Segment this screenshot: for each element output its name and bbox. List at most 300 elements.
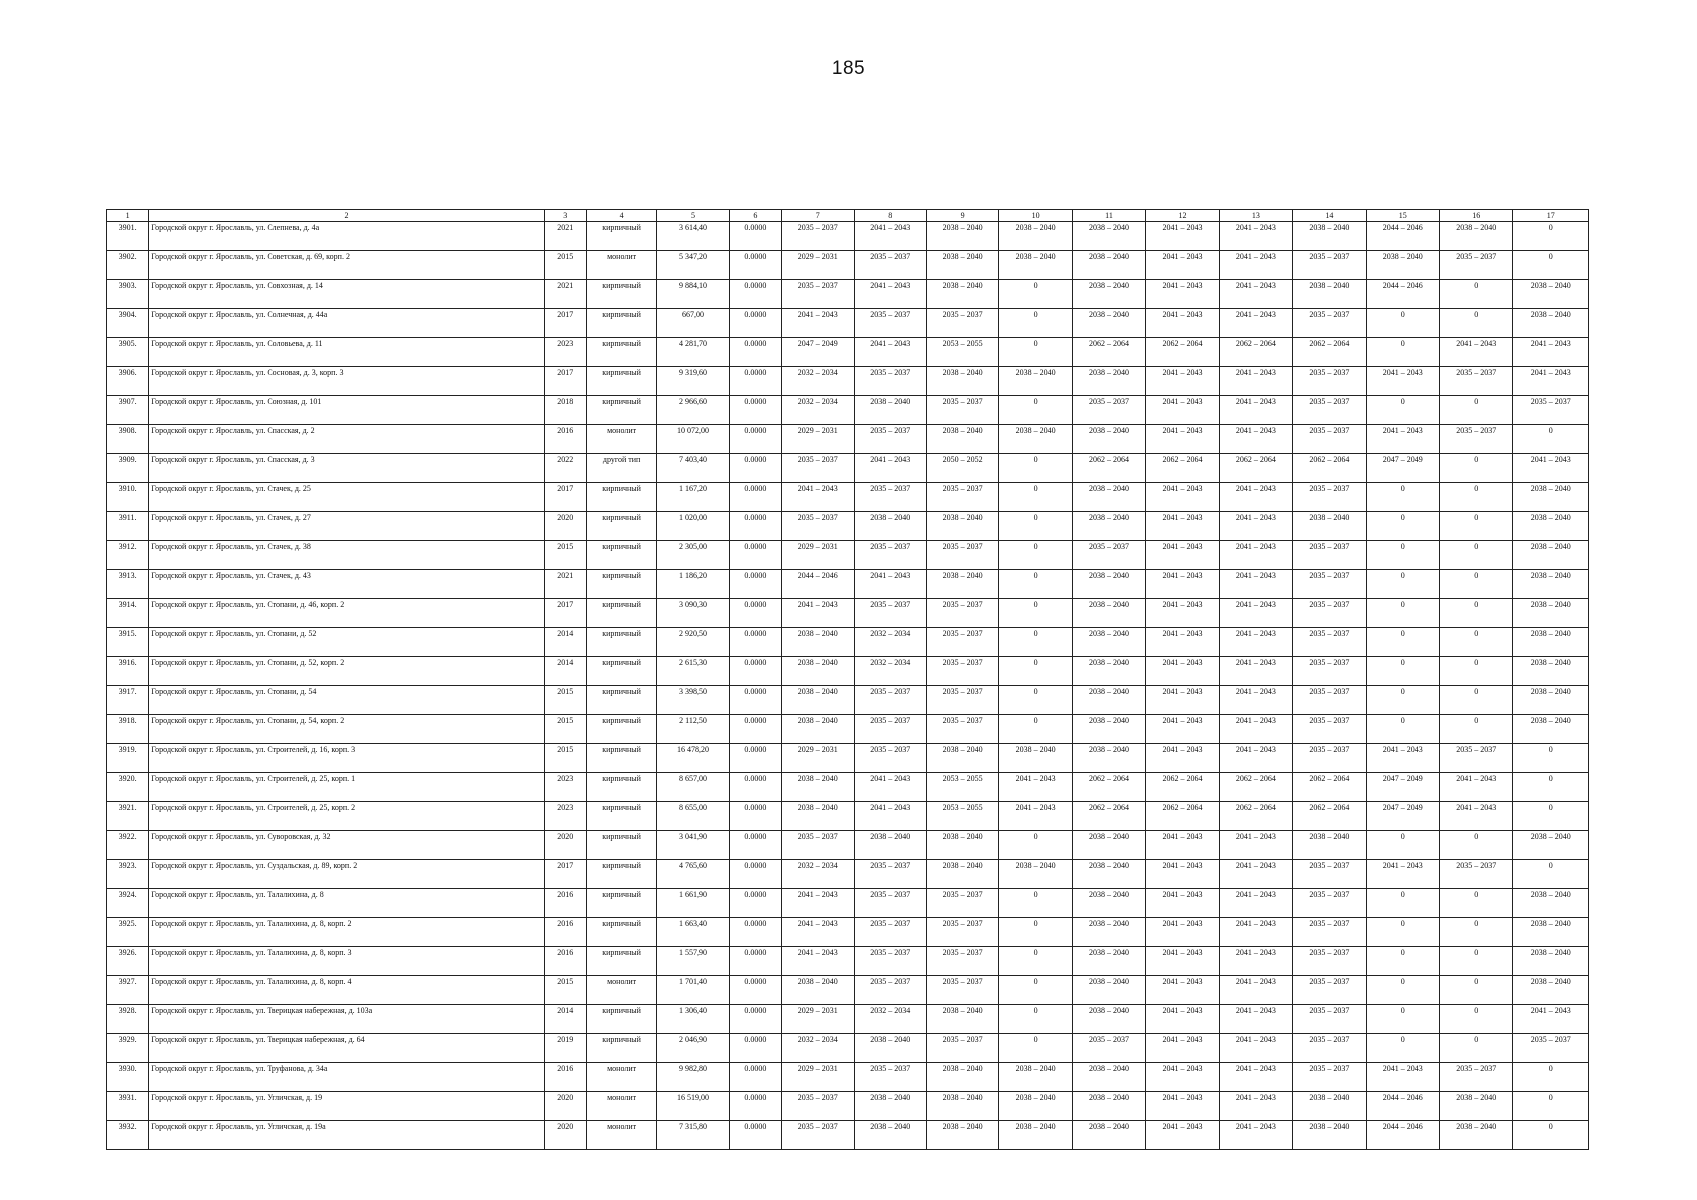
cell-address: Городской округ г. Ярославль, ул. Стопани, д. 54 <box>149 686 544 715</box>
cell-period-col-8: 2035 – 2037 <box>854 976 926 1005</box>
cell-period-col-11: 2038 – 2040 <box>1072 744 1145 773</box>
cell-period-col-13: 2062 – 2064 <box>1219 773 1292 802</box>
cell-period-col-14: 2062 – 2064 <box>1293 802 1366 831</box>
cell-row-number: 3908. <box>107 425 149 454</box>
cell-period-col-7: 2029 – 2031 <box>782 251 854 280</box>
cell-period-col-14: 2035 – 2037 <box>1293 309 1366 338</box>
cell-area: 3 614,40 <box>657 222 729 251</box>
cell-period-col-15: 0 <box>1366 686 1439 715</box>
cell-period-col-11: 2062 – 2064 <box>1072 454 1145 483</box>
table-row <box>107 628 1589 657</box>
cell-period-col-11: 2038 – 2040 <box>1072 1121 1145 1150</box>
cell-period-col-17: 2038 – 2040 <box>1513 628 1589 657</box>
cell-wall-material: кирпичный <box>586 628 656 657</box>
cell-period-col-16: 0 <box>1440 657 1513 686</box>
cell-period-col-13: 2041 – 2043 <box>1219 280 1292 309</box>
cell-period-col-15: 2044 – 2046 <box>1366 280 1439 309</box>
cell-period-col-9: 2050 – 2052 <box>926 454 998 483</box>
cell-period-col-17: 2038 – 2040 <box>1513 570 1589 599</box>
cell-row-number: 3916. <box>107 657 149 686</box>
cell-period-col-15: 0 <box>1366 976 1439 1005</box>
cell-period-col-7: 2029 – 2031 <box>782 1063 854 1092</box>
cell-year: 2020 <box>544 831 586 860</box>
cell-period-col-10: 2038 – 2040 <box>999 744 1072 773</box>
cell-period-col-7: 2035 – 2037 <box>782 454 854 483</box>
cell-period-col-7: 2038 – 2040 <box>782 976 854 1005</box>
table-header <box>107 210 1589 222</box>
cell-year: 2014 <box>544 657 586 686</box>
cell-period-col-11: 2062 – 2064 <box>1072 802 1145 831</box>
cell-period-col-10: 2038 – 2040 <box>999 1092 1072 1121</box>
cell-address: Городской округ г. Ярославль, ул. Талалихина, д. 8, корп. 4 <box>149 976 544 1005</box>
cell-period-col-7: 2032 – 2034 <box>782 367 854 396</box>
cell-period-col-9: 2038 – 2040 <box>926 251 998 280</box>
cell-period-col-16: 2035 – 2037 <box>1440 744 1513 773</box>
cell-row-number: 3931. <box>107 1092 149 1121</box>
column-header-7: 7 <box>782 210 854 222</box>
cell-year: 2021 <box>544 280 586 309</box>
table-row <box>107 773 1589 802</box>
cell-period-col-13: 2041 – 2043 <box>1219 396 1292 425</box>
cell-period-col-17: 2038 – 2040 <box>1513 918 1589 947</box>
cell-period-col-11: 2038 – 2040 <box>1072 309 1145 338</box>
cell-period-col-12: 2041 – 2043 <box>1146 976 1219 1005</box>
cell-period-col-11: 2035 – 2037 <box>1072 1034 1145 1063</box>
cell-period-col-14: 2035 – 2037 <box>1293 628 1366 657</box>
cell-row-number: 3930. <box>107 1063 149 1092</box>
cell-period-col-11: 2038 – 2040 <box>1072 889 1145 918</box>
cell-area: 1 557,90 <box>657 947 729 976</box>
table-row <box>107 483 1589 512</box>
cell-period-col-15: 2041 – 2043 <box>1366 860 1439 889</box>
table-row <box>107 251 1589 280</box>
cell-period-col-13: 2041 – 2043 <box>1219 947 1292 976</box>
cell-wall-material: монолит <box>586 1121 656 1150</box>
cell-period-col-7: 2038 – 2040 <box>782 657 854 686</box>
cell-period-col-11: 2038 – 2040 <box>1072 918 1145 947</box>
housing-registry-table <box>106 209 1589 1150</box>
cell-wall-material: кирпичный <box>586 947 656 976</box>
cell-address: Городской округ г. Ярославль, ул. Угличская, д. 19 <box>149 1092 544 1121</box>
cell-period-col-9: 2038 – 2040 <box>926 1005 998 1034</box>
cell-period-col-8: 2032 – 2034 <box>854 628 926 657</box>
table-row <box>107 947 1589 976</box>
cell-period-col-16: 0 <box>1440 483 1513 512</box>
cell-period-col-9: 2038 – 2040 <box>926 744 998 773</box>
cell-period-col-14: 2035 – 2037 <box>1293 396 1366 425</box>
cell-period-col-9: 2038 – 2040 <box>926 1092 998 1121</box>
cell-wall-material: кирпичный <box>586 309 656 338</box>
cell-period-col-10: 0 <box>999 686 1072 715</box>
cell-period-col-8: 2038 – 2040 <box>854 1121 926 1150</box>
cell-ratio: 0.0000 <box>729 570 781 599</box>
cell-period-col-13: 2041 – 2043 <box>1219 1034 1292 1063</box>
cell-period-col-16: 0 <box>1440 512 1513 541</box>
cell-period-col-13: 2041 – 2043 <box>1219 686 1292 715</box>
cell-area: 16 478,20 <box>657 744 729 773</box>
cell-year: 2023 <box>544 773 586 802</box>
cell-period-col-13: 2041 – 2043 <box>1219 541 1292 570</box>
cell-period-col-9: 2038 – 2040 <box>926 367 998 396</box>
cell-address: Городской округ г. Ярославль, ул. Талалихина, д. 8, корп. 3 <box>149 947 544 976</box>
cell-ratio: 0.0000 <box>729 831 781 860</box>
cell-period-col-11: 2035 – 2037 <box>1072 396 1145 425</box>
cell-period-col-8: 2041 – 2043 <box>854 570 926 599</box>
cell-ratio: 0.0000 <box>729 541 781 570</box>
cell-ratio: 0.0000 <box>729 251 781 280</box>
cell-wall-material: кирпичный <box>586 657 656 686</box>
cell-period-col-12: 2062 – 2064 <box>1146 338 1219 367</box>
cell-period-col-11: 2038 – 2040 <box>1072 280 1145 309</box>
cell-period-col-15: 0 <box>1366 1005 1439 1034</box>
cell-row-number: 3928. <box>107 1005 149 1034</box>
cell-area: 7 315,80 <box>657 1121 729 1150</box>
table-row <box>107 280 1589 309</box>
cell-period-col-16: 0 <box>1440 1005 1513 1034</box>
cell-period-col-14: 2038 – 2040 <box>1293 222 1366 251</box>
cell-period-col-17: 2038 – 2040 <box>1513 657 1589 686</box>
cell-period-col-17: 2038 – 2040 <box>1513 541 1589 570</box>
cell-area: 2 046,90 <box>657 1034 729 1063</box>
cell-period-col-7: 2032 – 2034 <box>782 1034 854 1063</box>
cell-period-col-16: 0 <box>1440 918 1513 947</box>
cell-period-col-14: 2038 – 2040 <box>1293 1121 1366 1150</box>
cell-row-number: 3914. <box>107 599 149 628</box>
cell-period-col-8: 2041 – 2043 <box>854 280 926 309</box>
cell-period-col-9: 2035 – 2037 <box>926 657 998 686</box>
cell-period-col-11: 2038 – 2040 <box>1072 367 1145 396</box>
cell-ratio: 0.0000 <box>729 367 781 396</box>
cell-area: 8 657,00 <box>657 773 729 802</box>
column-header-6: 6 <box>729 210 781 222</box>
table-row <box>107 686 1589 715</box>
cell-period-col-9: 2035 – 2037 <box>926 976 998 1005</box>
cell-period-col-7: 2041 – 2043 <box>782 483 854 512</box>
table-row <box>107 222 1589 251</box>
cell-period-col-13: 2041 – 2043 <box>1219 918 1292 947</box>
cell-period-col-9: 2038 – 2040 <box>926 1063 998 1092</box>
cell-row-number: 3919. <box>107 744 149 773</box>
cell-period-col-17: 2041 – 2043 <box>1513 367 1589 396</box>
cell-row-number: 3911. <box>107 512 149 541</box>
cell-period-col-15: 2044 – 2046 <box>1366 1121 1439 1150</box>
cell-period-col-9: 2038 – 2040 <box>926 831 998 860</box>
cell-period-col-11: 2038 – 2040 <box>1072 425 1145 454</box>
cell-period-col-16: 0 <box>1440 454 1513 483</box>
cell-period-col-16: 2041 – 2043 <box>1440 773 1513 802</box>
cell-period-col-7: 2041 – 2043 <box>782 918 854 947</box>
cell-address: Городской округ г. Ярославль, ул. Совхозная, д. 14 <box>149 280 544 309</box>
cell-address: Городской округ г. Ярославль, ул. Суворовская, д. 32 <box>149 831 544 860</box>
cell-period-col-15: 0 <box>1366 657 1439 686</box>
table-row <box>107 889 1589 918</box>
cell-row-number: 3929. <box>107 1034 149 1063</box>
cell-period-col-15: 0 <box>1366 396 1439 425</box>
cell-area: 2 112,50 <box>657 715 729 744</box>
cell-ratio: 0.0000 <box>729 454 781 483</box>
cell-ratio: 0.0000 <box>729 483 781 512</box>
cell-period-col-16: 0 <box>1440 599 1513 628</box>
cell-period-col-14: 2035 – 2037 <box>1293 715 1366 744</box>
cell-wall-material: кирпичный <box>586 715 656 744</box>
cell-period-col-13: 2062 – 2064 <box>1219 454 1292 483</box>
cell-area: 667,00 <box>657 309 729 338</box>
cell-period-col-15: 0 <box>1366 1034 1439 1063</box>
table-row <box>107 1005 1589 1034</box>
cell-period-col-12: 2041 – 2043 <box>1146 657 1219 686</box>
cell-period-col-13: 2041 – 2043 <box>1219 628 1292 657</box>
cell-row-number: 3907. <box>107 396 149 425</box>
table-row <box>107 802 1589 831</box>
cell-period-col-10: 0 <box>999 976 1072 1005</box>
cell-period-col-7: 2038 – 2040 <box>782 686 854 715</box>
cell-address: Городской округ г. Ярославль, ул. Стопани, д. 54, корп. 2 <box>149 715 544 744</box>
cell-period-col-15: 2044 – 2046 <box>1366 222 1439 251</box>
cell-row-number: 3913. <box>107 570 149 599</box>
cell-period-col-12: 2041 – 2043 <box>1146 628 1219 657</box>
cell-period-col-17: 2038 – 2040 <box>1513 947 1589 976</box>
table-row <box>107 425 1589 454</box>
cell-period-col-8: 2041 – 2043 <box>854 802 926 831</box>
cell-period-col-14: 2035 – 2037 <box>1293 570 1366 599</box>
cell-year: 2015 <box>544 686 586 715</box>
cell-ratio: 0.0000 <box>729 1121 781 1150</box>
cell-ratio: 0.0000 <box>729 396 781 425</box>
cell-period-col-16: 0 <box>1440 831 1513 860</box>
cell-period-col-9: 2053 – 2055 <box>926 802 998 831</box>
cell-period-col-8: 2032 – 2034 <box>854 1005 926 1034</box>
cell-period-col-9: 2038 – 2040 <box>926 280 998 309</box>
cell-address: Городской округ г. Ярославль, ул. Стопани, д. 52, корп. 2 <box>149 657 544 686</box>
cell-ratio: 0.0000 <box>729 918 781 947</box>
column-header-2: 2 <box>149 210 544 222</box>
cell-period-col-17: 2038 – 2040 <box>1513 889 1589 918</box>
cell-year: 2016 <box>544 918 586 947</box>
cell-period-col-17: 0 <box>1513 744 1589 773</box>
table-row <box>107 1063 1589 1092</box>
page-number: 185 <box>831 58 866 79</box>
cell-period-col-10: 0 <box>999 512 1072 541</box>
cell-period-col-13: 2041 – 2043 <box>1219 309 1292 338</box>
cell-period-col-17: 0 <box>1513 1121 1589 1150</box>
cell-row-number: 3922. <box>107 831 149 860</box>
cell-row-number: 3910. <box>107 483 149 512</box>
cell-period-col-7: 2029 – 2031 <box>782 425 854 454</box>
cell-period-col-12: 2062 – 2064 <box>1146 454 1219 483</box>
cell-address: Городской округ г. Ярославль, ул. Талалихина, д. 8, корп. 2 <box>149 918 544 947</box>
cell-period-col-7: 2035 – 2037 <box>782 280 854 309</box>
cell-address: Городской округ г. Ярославль, ул. Советская, д. 69, корп. 2 <box>149 251 544 280</box>
cell-period-col-11: 2038 – 2040 <box>1072 512 1145 541</box>
cell-period-col-13: 2041 – 2043 <box>1219 657 1292 686</box>
cell-ratio: 0.0000 <box>729 599 781 628</box>
cell-wall-material: кирпичный <box>586 512 656 541</box>
cell-year: 2016 <box>544 425 586 454</box>
column-header-17: 17 <box>1513 210 1589 222</box>
cell-period-col-12: 2041 – 2043 <box>1146 541 1219 570</box>
cell-period-col-14: 2038 – 2040 <box>1293 1092 1366 1121</box>
table-row <box>107 338 1589 367</box>
cell-period-col-11: 2035 – 2037 <box>1072 541 1145 570</box>
cell-period-col-14: 2035 – 2037 <box>1293 860 1366 889</box>
cell-period-col-14: 2035 – 2037 <box>1293 976 1366 1005</box>
cell-year: 2022 <box>544 454 586 483</box>
cell-period-col-16: 2035 – 2037 <box>1440 251 1513 280</box>
cell-period-col-9: 2035 – 2037 <box>926 309 998 338</box>
cell-period-col-10: 2038 – 2040 <box>999 860 1072 889</box>
cell-period-col-16: 0 <box>1440 686 1513 715</box>
cell-ratio: 0.0000 <box>729 425 781 454</box>
cell-area: 2 920,50 <box>657 628 729 657</box>
cell-period-col-16: 0 <box>1440 715 1513 744</box>
cell-period-col-12: 2041 – 2043 <box>1146 483 1219 512</box>
cell-period-col-10: 0 <box>999 541 1072 570</box>
cell-period-col-16: 0 <box>1440 947 1513 976</box>
cell-wall-material: монолит <box>586 251 656 280</box>
cell-period-col-9: 2053 – 2055 <box>926 338 998 367</box>
cell-year: 2015 <box>544 744 586 773</box>
cell-ratio: 0.0000 <box>729 947 781 976</box>
cell-area: 9 982,80 <box>657 1063 729 1092</box>
cell-period-col-9: 2038 – 2040 <box>926 222 998 251</box>
cell-period-col-8: 2035 – 2037 <box>854 744 926 773</box>
cell-address: Городской округ г. Ярославль, ул. Тверицкая набережная, д. 64 <box>149 1034 544 1063</box>
cell-address: Городской округ г. Ярославль, ул. Тверицкая набережная, д. 103а <box>149 1005 544 1034</box>
cell-period-col-17: 0 <box>1513 251 1589 280</box>
cell-address: Городской округ г. Ярославль, ул. Спасская, д. 3 <box>149 454 544 483</box>
cell-period-col-10: 2038 – 2040 <box>999 222 1072 251</box>
cell-period-col-14: 2035 – 2037 <box>1293 918 1366 947</box>
cell-period-col-13: 2041 – 2043 <box>1219 889 1292 918</box>
cell-year: 2016 <box>544 889 586 918</box>
cell-year: 2023 <box>544 338 586 367</box>
cell-period-col-15: 0 <box>1366 541 1439 570</box>
cell-period-col-12: 2041 – 2043 <box>1146 280 1219 309</box>
table-row <box>107 715 1589 744</box>
cell-period-col-7: 2035 – 2037 <box>782 1092 854 1121</box>
cell-period-col-17: 0 <box>1513 860 1589 889</box>
cell-wall-material: кирпичный <box>586 222 656 251</box>
cell-area: 7 403,40 <box>657 454 729 483</box>
cell-period-col-15: 2041 – 2043 <box>1366 744 1439 773</box>
column-header-1: 1 <box>107 210 149 222</box>
column-header-8: 8 <box>854 210 926 222</box>
cell-period-col-17: 2038 – 2040 <box>1513 976 1589 1005</box>
cell-period-col-17: 2041 – 2043 <box>1513 454 1589 483</box>
cell-period-col-16: 2035 – 2037 <box>1440 860 1513 889</box>
column-header-13: 13 <box>1219 210 1292 222</box>
cell-period-col-10: 0 <box>999 309 1072 338</box>
cell-area: 1 663,40 <box>657 918 729 947</box>
cell-period-col-11: 2038 – 2040 <box>1072 686 1145 715</box>
cell-period-col-15: 0 <box>1366 599 1439 628</box>
cell-period-col-15: 0 <box>1366 570 1439 599</box>
cell-period-col-14: 2035 – 2037 <box>1293 599 1366 628</box>
cell-period-col-17: 0 <box>1513 425 1589 454</box>
cell-area: 1 186,20 <box>657 570 729 599</box>
cell-period-col-7: 2044 – 2046 <box>782 570 854 599</box>
cell-period-col-14: 2035 – 2037 <box>1293 1063 1366 1092</box>
cell-area: 9 319,60 <box>657 367 729 396</box>
table-row <box>107 860 1589 889</box>
cell-period-col-16: 0 <box>1440 570 1513 599</box>
cell-area: 8 655,00 <box>657 802 729 831</box>
cell-period-col-9: 2035 – 2037 <box>926 628 998 657</box>
cell-row-number: 3932. <box>107 1121 149 1150</box>
cell-address: Городской округ г. Ярославль, ул. Стачек, д. 38 <box>149 541 544 570</box>
cell-period-col-7: 2029 – 2031 <box>782 1005 854 1034</box>
cell-period-col-17: 2035 – 2037 <box>1513 396 1589 425</box>
cell-period-col-10: 0 <box>999 918 1072 947</box>
cell-ratio: 0.0000 <box>729 744 781 773</box>
cell-period-col-7: 2047 – 2049 <box>782 338 854 367</box>
cell-period-col-15: 2041 – 2043 <box>1366 425 1439 454</box>
cell-wall-material: кирпичный <box>586 889 656 918</box>
cell-year: 2014 <box>544 1005 586 1034</box>
cell-period-col-16: 0 <box>1440 541 1513 570</box>
cell-period-col-8: 2035 – 2037 <box>854 425 926 454</box>
cell-period-col-16: 0 <box>1440 1034 1513 1063</box>
cell-period-col-8: 2032 – 2034 <box>854 657 926 686</box>
cell-row-number: 3906. <box>107 367 149 396</box>
cell-period-col-12: 2062 – 2064 <box>1146 802 1219 831</box>
cell-period-col-9: 2035 – 2037 <box>926 686 998 715</box>
cell-year: 2020 <box>544 512 586 541</box>
cell-area: 2 305,00 <box>657 541 729 570</box>
cell-wall-material: монолит <box>586 1063 656 1092</box>
cell-period-col-9: 2035 – 2037 <box>926 396 998 425</box>
cell-ratio: 0.0000 <box>729 280 781 309</box>
cell-area: 1 306,40 <box>657 1005 729 1034</box>
cell-period-col-17: 0 <box>1513 773 1589 802</box>
cell-period-col-13: 2041 – 2043 <box>1219 976 1292 1005</box>
cell-period-col-13: 2041 – 2043 <box>1219 251 1292 280</box>
cell-period-col-16: 2035 – 2037 <box>1440 367 1513 396</box>
cell-period-col-13: 2041 – 2043 <box>1219 1092 1292 1121</box>
cell-wall-material: монолит <box>586 425 656 454</box>
cell-address: Городской округ г. Ярославль, ул. Стачек, д. 27 <box>149 512 544 541</box>
cell-period-col-7: 2038 – 2040 <box>782 628 854 657</box>
cell-period-col-13: 2062 – 2064 <box>1219 802 1292 831</box>
cell-period-col-8: 2035 – 2037 <box>854 251 926 280</box>
cell-area: 3 398,50 <box>657 686 729 715</box>
cell-period-col-7: 2038 – 2040 <box>782 773 854 802</box>
cell-period-col-15: 0 <box>1366 309 1439 338</box>
cell-year: 2020 <box>544 1121 586 1150</box>
table-row <box>107 599 1589 628</box>
cell-period-col-12: 2041 – 2043 <box>1146 744 1219 773</box>
table-row <box>107 657 1589 686</box>
cell-period-col-10: 2041 – 2043 <box>999 773 1072 802</box>
cell-period-col-16: 0 <box>1440 309 1513 338</box>
table-row <box>107 396 1589 425</box>
cell-wall-material: монолит <box>586 1092 656 1121</box>
cell-area: 16 519,00 <box>657 1092 729 1121</box>
cell-period-col-11: 2038 – 2040 <box>1072 976 1145 1005</box>
cell-period-col-15: 2047 – 2049 <box>1366 454 1439 483</box>
cell-period-col-11: 2038 – 2040 <box>1072 599 1145 628</box>
cell-period-col-9: 2035 – 2037 <box>926 947 998 976</box>
cell-period-col-8: 2035 – 2037 <box>854 947 926 976</box>
column-header-12: 12 <box>1146 210 1219 222</box>
cell-period-col-17: 2038 – 2040 <box>1513 599 1589 628</box>
cell-address: Городской округ г. Ярославль, ул. Союзная, д. 101 <box>149 396 544 425</box>
cell-address: Городской округ г. Ярославль, ул. Суздальская, д. 89, корп. 2 <box>149 860 544 889</box>
cell-period-col-12: 2041 – 2043 <box>1146 309 1219 338</box>
cell-period-col-13: 2041 – 2043 <box>1219 860 1292 889</box>
cell-period-col-10: 0 <box>999 889 1072 918</box>
cell-period-col-13: 2041 – 2043 <box>1219 483 1292 512</box>
